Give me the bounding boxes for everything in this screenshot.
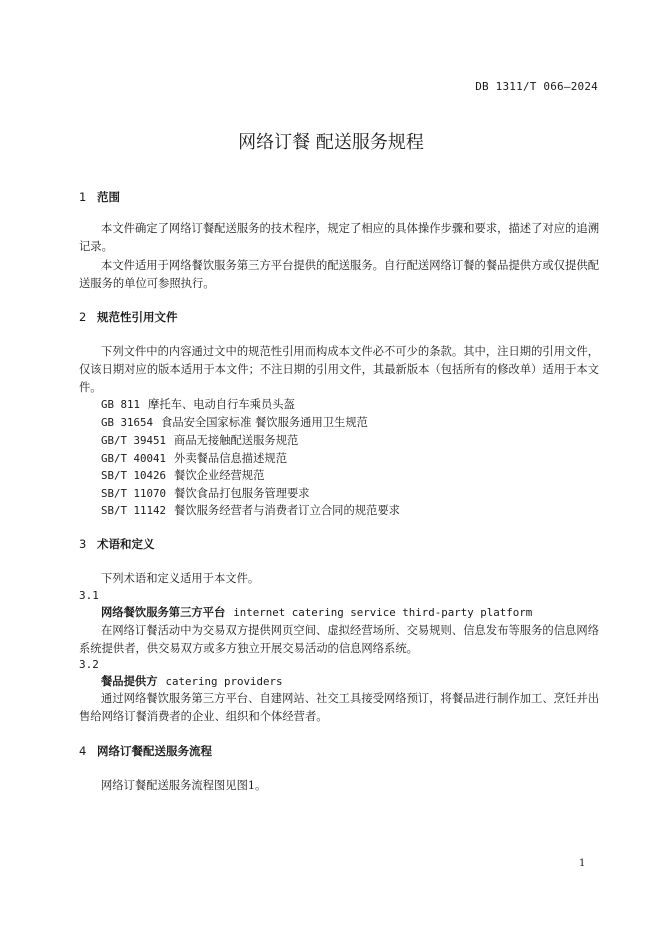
reference-name: 餐饮食品打包服务管理要求 <box>174 487 310 500</box>
reference-name: 餐饮服务经营者与消费者订立合同的规范要求 <box>174 504 400 517</box>
reference-code: GB/T 39451 <box>101 434 167 447</box>
section-title: 网络订餐配送服务流程 <box>97 744 212 758</box>
document-number: DB 1311/T 066—2024 <box>475 80 598 93</box>
flow-paragraph: 网络订餐配送服务流程图见图1。 <box>101 779 267 792</box>
section-2-heading <box>79 309 178 325</box>
reference-code: SB/T 11070 <box>101 487 167 500</box>
reference-item <box>101 467 264 485</box>
reference-name: 摩托车、电动自行车乘员头盔 <box>148 398 295 411</box>
term-number: 3.2 <box>79 658 99 671</box>
reference-item <box>101 502 400 520</box>
section-number: 3 <box>79 537 87 551</box>
scope-paragraph-1: 本文件确定了网络订餐配送服务的技术程序，规定了相应的具体操作步骤和要求，描述了对应的追溯记录。 <box>79 222 599 253</box>
term-english: catering providers <box>165 675 283 688</box>
section-title: 规范性引用文件 <box>97 310 178 324</box>
section-1-heading <box>79 189 120 205</box>
term-english: internet catering service third-party platform <box>233 606 533 619</box>
section-4-heading <box>79 743 212 759</box>
reference-code: GB 31654 <box>101 416 154 429</box>
section-number: 2 <box>79 310 87 324</box>
term-heading <box>101 604 532 620</box>
scope-paragraph-2: 本文件适用于网络餐饮服务第三方平台提供的配送服务。自行配送网络订餐的餐品提供方或仅提供配送服务的单位可参照执行。 <box>79 259 599 290</box>
term-chinese: 餐品提供方 <box>101 675 158 688</box>
term-definition: 通过网络餐饮服务第三方平台、自建网站、社交工具接受网络预订，将餐品进行制作加工、烹饪并出售给网络订餐消费者的企业、组织和个体经营者。 <box>79 692 599 723</box>
page-number: 1 <box>579 858 586 869</box>
reference-item <box>101 450 287 468</box>
term-heading <box>101 673 283 689</box>
reference-name: 商品无接触配送服务规范 <box>174 434 299 447</box>
section-3-heading <box>79 536 155 552</box>
reference-code: GB 811 <box>101 398 141 411</box>
terms-intro: 下列术语和定义适用于本文件。 <box>101 572 260 585</box>
reference-code: SB/T 11142 <box>101 504 167 517</box>
section-title: 范围 <box>97 190 120 204</box>
reference-item <box>101 414 368 432</box>
reference-item <box>101 396 295 414</box>
section-number: 1 <box>79 190 87 204</box>
reference-name: 餐饮企业经营规范 <box>174 469 265 482</box>
term-definition: 在网络订餐活动中为交易双方提供网页空间、虚拟经营场所、交易规则、信息发布等服务的信息网络系统提供者，供交易双方或多方独立开展交易活动的信息网络系统。 <box>79 624 599 655</box>
page-title: 网络订餐 配送服务规程 <box>238 132 424 153</box>
section-number: 4 <box>79 744 87 758</box>
normative-references-intro: 下列文件中的内容通过文中的规范性引用而构成本文件必不可少的条款。其中，注日期的引用文件，仅该日期对应的版本适用于本文件；不注日期的引用文件，其最新版本（包括所有的修改单）适用于本文件。 <box>79 345 599 394</box>
reference-item <box>101 485 310 503</box>
reference-name: 外卖餐品信息描述规范 <box>174 452 287 465</box>
reference-code: SB/T 10426 <box>101 469 167 482</box>
reference-item <box>101 432 298 450</box>
section-title: 术语和定义 <box>97 537 155 551</box>
reference-name: 食品安全国家标准 餐饮服务通用卫生规范 <box>161 416 368 429</box>
reference-code: GB/T 40041 <box>101 452 167 465</box>
term-chinese: 网络餐饮服务第三方平台 <box>101 606 226 619</box>
term-number: 3.1 <box>79 589 99 602</box>
